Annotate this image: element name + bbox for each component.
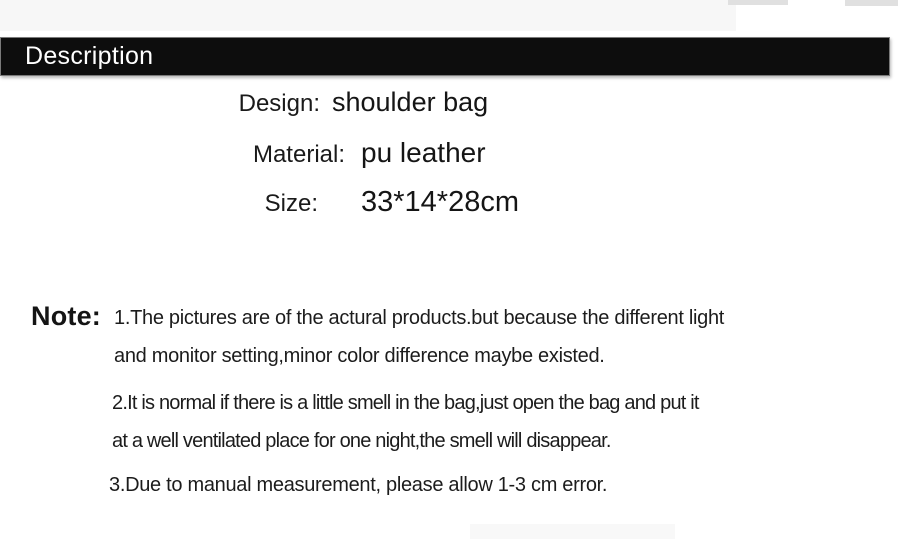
design-label: Design: (238, 90, 320, 117)
design-value: shoulder bag (332, 87, 489, 117)
material-value: pu leather (361, 137, 486, 168)
size-label: Size: (264, 190, 318, 217)
spec-row-material (0, 137, 700, 169)
note-item-1-line-1: 1.The pictures are of the actural products.but because the different light (114, 307, 725, 329)
top-edge-artifact (728, 0, 788, 5)
material-label: Material: (252, 141, 345, 168)
size-value: 33*14*28cm (361, 186, 519, 218)
spec-row-size (0, 186, 700, 219)
note-item-2-line-1: 2.It is normal if there is a little smell in the bag,just open the bag and put it (112, 392, 699, 414)
note-label: Note: (31, 301, 101, 331)
top-left-gray-strip (0, 0, 736, 31)
note-item-1-line-2: and monitor setting,minor color difference maybe existed. (114, 345, 605, 367)
spec-row-design (0, 87, 700, 118)
description-banner (0, 37, 890, 76)
note-item-3-line-1: 3.Due to manual measurement, please allow 1-3 cm error. (109, 474, 608, 496)
note-item-2-line-2: at a well ventilated place for one night,the smell will disappear. (112, 430, 611, 452)
section-title: Description (25, 42, 154, 70)
bottom-edge-artifact (470, 524, 675, 539)
top-edge-artifact (845, 0, 898, 6)
